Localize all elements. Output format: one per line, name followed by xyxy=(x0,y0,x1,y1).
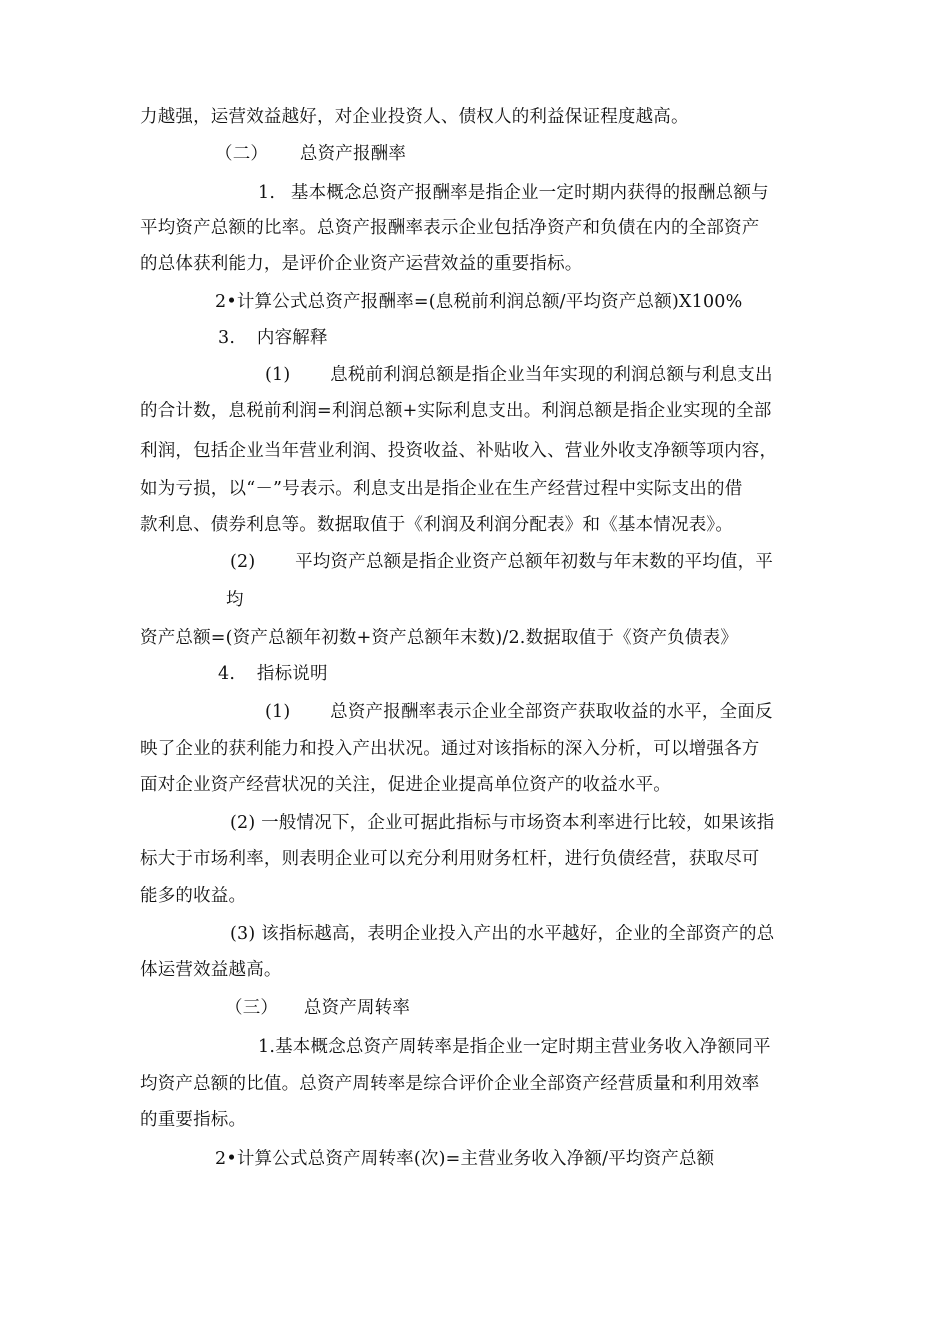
text-line: 平均资产总额的比率。总资产报酬率表示企业包括净资产和负债在内的全部资产 xyxy=(140,218,760,238)
text-line: 的总体获利能力，是评价企业资产运营效益的重要指标。 xyxy=(140,254,583,274)
item-number: 1. xyxy=(258,183,276,203)
text-line: 力越强，运营效益越好，对企业投资人、债权人的利益保证程度越高。 xyxy=(140,107,689,127)
section-number: （二） xyxy=(215,144,269,164)
para-number: (2) xyxy=(230,552,256,572)
para-number: (1) xyxy=(265,365,291,385)
text-line: 能多的收益。 xyxy=(140,886,247,906)
item-number: 4. xyxy=(218,664,236,684)
section-heading-2 xyxy=(215,142,615,166)
para-text: 总资产报酬率表示企业全部资产获取收益的水平，全面反 xyxy=(330,702,773,722)
item-title: 指标说明 xyxy=(256,664,328,684)
para-2-line-1 xyxy=(230,550,820,574)
text-line: (3) 该指标越高，表明企业投入产出的水平越好，企业的全部资产的总 xyxy=(230,924,775,944)
para-text: 平均资产总额是指企业资产总额年初数与年末数的平均值，平 xyxy=(295,552,774,572)
item-text: 基本概念总资产报酬率是指企业一定时期内获得的报酬总额与 xyxy=(290,183,769,203)
item-4-heading xyxy=(218,662,518,686)
q-1-line-1 xyxy=(265,700,825,724)
text-line: 均资产总额的比值。总资产周转率是综合评价企业全部资产经营质量和利用效率 xyxy=(140,1074,760,1094)
item-3-heading xyxy=(218,326,518,350)
section-title: 总资产周转率 xyxy=(303,998,411,1018)
section-title: 总资产报酬率 xyxy=(299,144,407,164)
item-number: 3. xyxy=(218,328,236,348)
item-title: 内容解释 xyxy=(256,328,328,348)
formula-line: 2•计算公式总资产报酬率=(息税前利润总额/平均资产总额)X100% xyxy=(215,292,743,312)
text-line: 标大于市场利率，则表明企业可以充分利用财务杠杆，进行负债经营，获取尽可 xyxy=(140,849,760,869)
para-1-line-1 xyxy=(265,363,825,387)
formula-line: 2•计算公式总资产周转率(次)=主营业务收入净额/平均资产总额 xyxy=(215,1149,715,1169)
text-line: 资产总额=(资产总额年初数+资产总额年末数)/2.数据取值于《资产负债表》 xyxy=(140,628,738,648)
section-heading-3 xyxy=(225,996,625,1020)
text-line: 如为亏损，以“－”号表示。利息支出是指企业在生产经营过程中实际支出的借 xyxy=(140,479,743,499)
text-line: 均 xyxy=(226,590,244,610)
para-number: (1) xyxy=(265,702,291,722)
text-line: 的重要指标。 xyxy=(140,1110,247,1130)
text-line: 1.基本概念总资产周转率是指企业一定时期主营业务收入净额同平 xyxy=(258,1037,771,1057)
para-text: 息税前利润总额是指企业当年实现的利润总额与利息支出 xyxy=(330,365,773,385)
section-number: （三） xyxy=(225,998,279,1018)
text-line: 面对企业资产经营状况的关注，促进企业提高单位资产的收益水平。 xyxy=(140,775,671,795)
text-line: 映了企业的获利能力和投入产出状况。通过对该指标的深入分析，可以增强各方 xyxy=(140,739,760,759)
item-1-line-1 xyxy=(258,181,818,205)
text-line: (2) 一般情况下，企业可据此指标与市场资本利率进行比较，如果该指 xyxy=(230,813,775,833)
text-line: 体运营效益越高。 xyxy=(140,960,282,980)
text-line: 利润，包括企业当年营业利润、投资收益、补贴收入、营业外收支净额等项内容， xyxy=(140,441,778,461)
text-line: 款利息、债券利息等。数据取值于《利润及利润分配表》和《基本情况表》。 xyxy=(140,515,734,535)
text-line: 的合计数，息税前利润=利润总额+实际利息支出。利润总额是指企业实现的全部 xyxy=(140,401,772,421)
